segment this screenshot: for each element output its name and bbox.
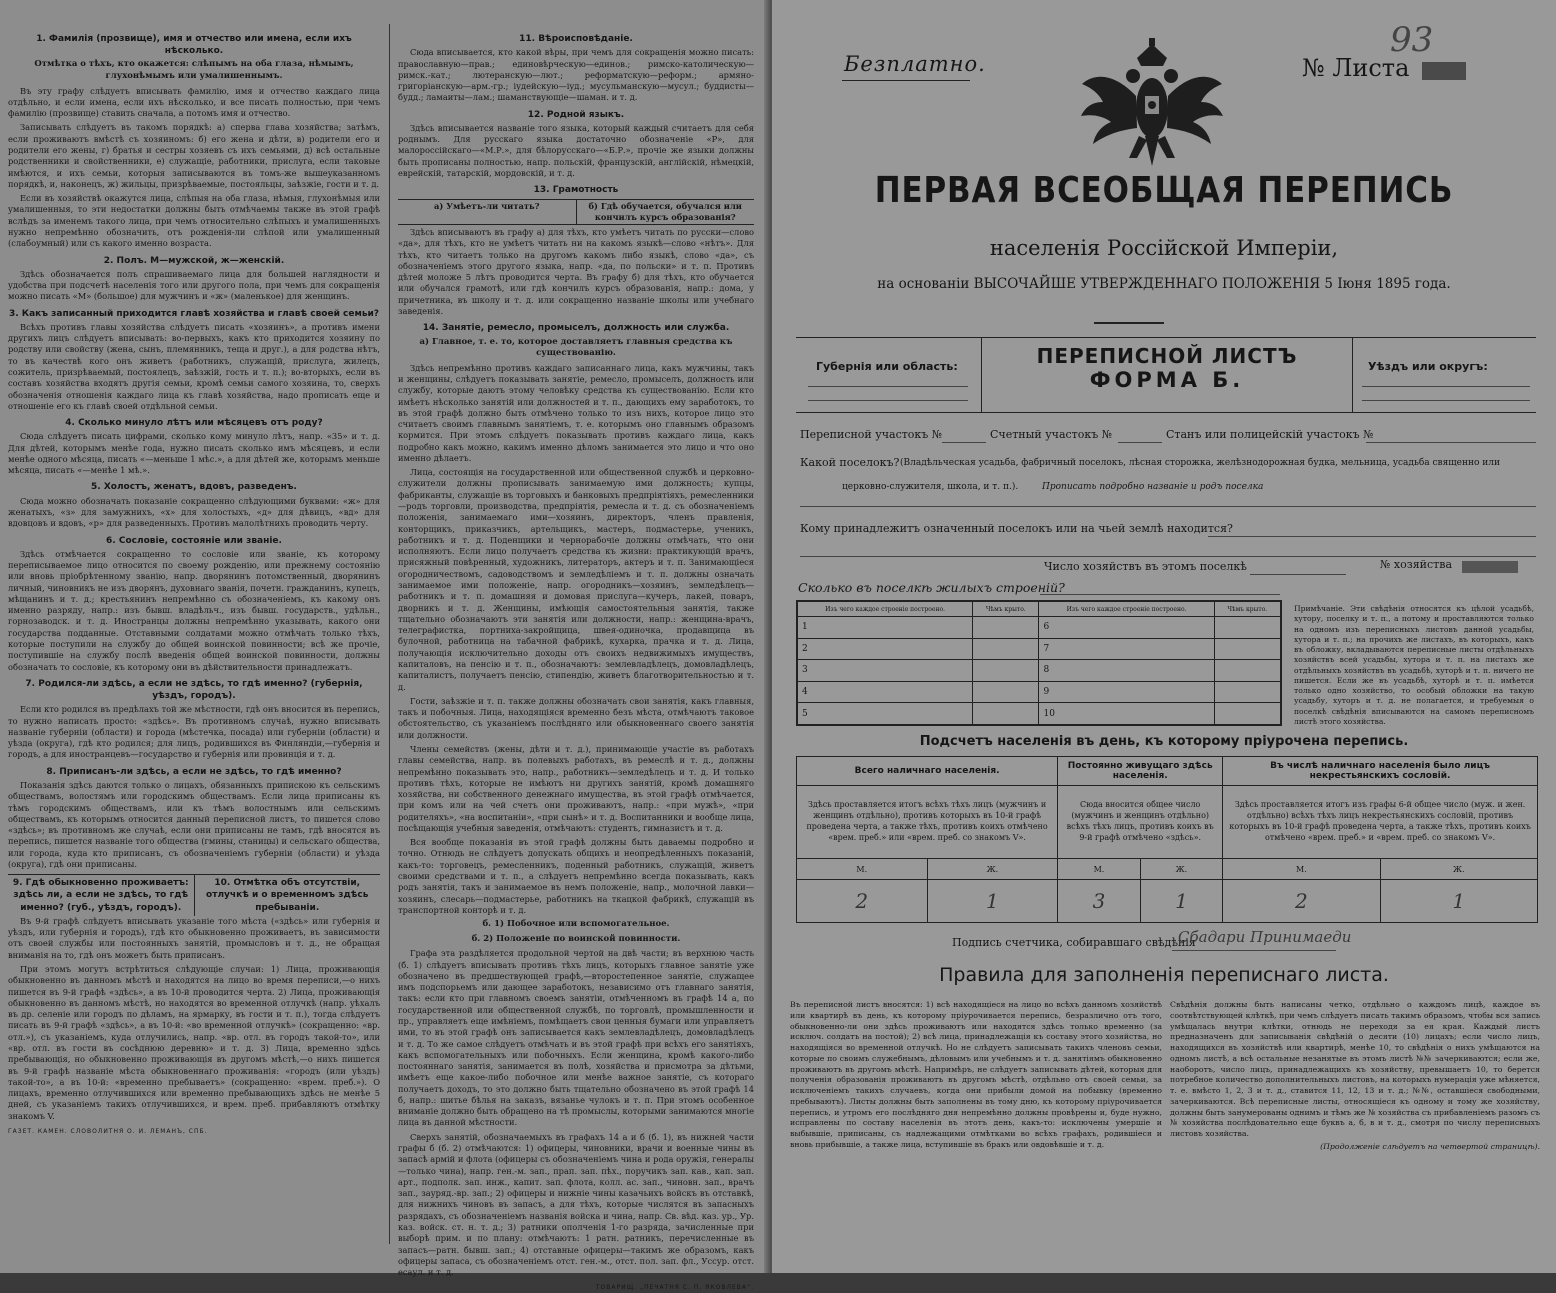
rules-column-2 [1170, 1000, 1540, 1153]
counting-section-field [1118, 442, 1162, 443]
section-heading: 14. Занятіе, ремесло, промыселъ, должность или служба. [422, 323, 730, 334]
instruction-paragraph: Графа эта раздѣляется продольной чертой на двѣ части; въ верхнюю часть (б. 1) слѣдуетъ вписывать противъ тѣхъ лицъ, которыхъ главное занятіе уже обозначено въ предшествующей графѣ,—второстепенное занятіе, служащее имъ подспорьемъ или дающее заработокъ, независимо отъ главнаго занятія, такъ: если кто при главномъ своемъ занятіи, отмѣченномъ въ графѣ 14 а, по государственной или общественной службѣ, по торговлѣ, промышленности и пр., управляетъ еще имѣніемъ, помѣщаетъ свои ценныя бумаги или управляетъ ими, то въ этой графѣ онъ записывается какъ землевладѣлецъ, домовладѣлецъ и т. д. То же самое слѣдуетъ отмѣчать и въ этой графѣ при всѣхъ его занятіяхъ, какъ вспомогательныхъ или побочныхъ. Если женщина, кромѣ какого-либо постояннаго занятія, занимается въ полѣ, хозяйства и присмотра за дѣтьми, имѣетъ еще какое-либо побочное или менѣе важное занятіе, съ котораго получаетъ доходъ, то это должно быть тщательно обозначено въ этой графѣ 14 б, напр.: шитье бѣлья на заказъ, вязанье чулокъ и т. п. При этомъ особенное вниманіе должно быть обращено на тѣ промыслы, которыми занимаются многіе лица въ данной мѣстности. [398, 948, 754, 1128]
permanent-residents-header: Постоянно живущаго здѣсь населенія. [1058, 757, 1223, 786]
population-count-title: Подсчетъ населенія въ день, къ которому пріурочена перепись. [919, 734, 1409, 749]
literacy-question-row [398, 199, 754, 226]
building-roof-cell [1214, 703, 1280, 725]
enumerator-signature: Сбадари Принимаеди [1178, 928, 1352, 946]
instruction-paragraph: Сюда можно обозначать показаніе сокращенно слѣдующими буквами: «ж» для женатыхъ, «з» для замужнихъ, «х» для холостыхъ, «д» для дѣвицъ, «вд» для вдовцовъ и вдовъ, «р» для разведенныхъ. Противъ малолѣтнихъ проводить черту. [8, 495, 380, 529]
instruction-paragraph: Сверхъ занятій, обозначаемыхъ въ графахъ 14 а и б (б. 1), въ нижней части графы б (б. 2) отмѣчаются: 1) офицеры, чиновники, врачи и военные чины въ запасѣ армій и флота (офицеры съ обозначеніемъ чина и рода оружія, генералы—только чина), напр. ген.-м. зап., прап. зап. пѣх., поручикъ зап. кав., кап. зап. арт., подполк. зап. инж., капит. зап. флота, колл. ас. зап., чиновн. зап., врачъ зап., зауряд.-вр. зап.; 2) офицеры и нижніе чины казачьихъ войскъ въ отставкѣ, для нижнихъ чиновъ въ запасъ, а для тѣхъ, которые числятся въ запасныхъ разрядахъ, съ обозначеніемъ названія войска и чина, напр. Св. вѣд. каз. ур., Ур. каз. войск. ст. н. т. д.; 3) ратники ополченія 1-го разряда, зачисленные при выборѣ прим. и по плану: отмѣчаютъ: 1 ратн. ратникъ, перечисленные въ запасъ—ратн. бывш. зап.; 4) отставные офицеры—такимъ же образомъ, какъ офицеры запаса, съ обозначеніемъ отст. ген.-м., отст. пол. зап. фл., Уссур. отст. есаул. и т. д. [398, 1131, 754, 1278]
instruction-paragraph: Записывать слѣдуетъ въ такомъ порядкѣ: а) сперва глава хозяйства; затѣмъ, если проживаютъ вмѣстѣ съ хозяиномъ: б) его жена и дѣти, в) родители его и родители его жены, г) братья и сестры хозяевъ съ ихъ семьями, д) всѣ остальные родственники и свойственники, е) служащіе, работники, прислуга, если таковые имѣются, и ихъ семьи, которыя записываются въ томъ-же вышеуказанномъ порядкѣ, и, наконецъ, ж) жильцы, призрѣваемые, постояльцы, заѣзжіе, гости и т. д. [8, 122, 380, 189]
section-heading: 6. Сословіе, состояніе или званіе. [106, 535, 282, 546]
instructions-page [0, 0, 770, 1292]
rules-continued-note: (Продолженіе слѣдуетъ на четвертой страницѣ). [1320, 1141, 1540, 1151]
household-number-stamp [1462, 561, 1518, 573]
population-count-table [796, 756, 1538, 914]
sheet-number-label: № Листа [1302, 54, 1410, 82]
census-subtitle: населенія Россійской Имперіи, [989, 236, 1339, 260]
building-row-number: 7 [1039, 638, 1214, 660]
form-name: ФОРМА Б. [1089, 368, 1245, 392]
buildings-material-header: Изъ чего каждое строеніе построено. [798, 602, 973, 617]
section-subheading: б. 1) Побочное или вспомогательное. [482, 919, 670, 930]
enumerator-signature-label: Подпись счетчика, собиравшаго свѣдѣнія [952, 936, 1196, 949]
buildings-field [1040, 594, 1280, 595]
instruction-paragraph: Показанія здѣсь даются только о лицахъ, обязанныхъ припискою къ сельскимъ обществамъ, волостямъ или городскимъ обществамъ. Если лица приписаны къ тѣмъ городскимъ обществамъ, или къ тѣмъ волостнымъ или сельскимъ обществамъ, къ которымъ относится данный переписной листъ, то пишется слово «здѣсь»; въ противномъ же случаѣ, если они приписаны не тамъ, гдѣ вносятся въ перепись, пишется названіе того общества (гмины, станицы) и сельскаго общества, или города, куда кто приписанъ, съ обозначеніемъ губерніи (области) и уѣзда (округа), гдѣ они приписаны. [8, 779, 380, 869]
male-label: М. [1223, 859, 1380, 880]
double-headed-eagle-icon [1077, 36, 1227, 171]
instruction-paragraph: Вся вообще показанія въ этой графѣ должны быть даваемы подробно и точно. Отнюдь не слѣдуетъ допускать общихъ и неопредѣленныхъ показаній, какъ-то: торговецъ, ремесленникъ, поденный работникъ, служащій, живетъ своими средствами и т. п., а слѣдуетъ непремѣнно всегда показывать, какъ родъ занятія, такъ и занимаемое въ немъ положеніе, напр., молочной лавки—хозяинъ, слесарь—подмастерье, работникъ на ткацкой фабрикѣ, служащій въ транспортной конторѣ и т. д. [398, 837, 754, 915]
female-label: Ж. [927, 859, 1058, 880]
province-field-line [808, 386, 968, 387]
instruction-paragraph: Здѣсь обозначается полъ спрашиваемаго лица для большей наглядности и удобства при подсчетѣ населенія того или другого пола, при чемъ для сокращенія можно писать «М» (большое) для мужчинъ и «ж» (маленькое) для женщинъ. [8, 268, 380, 302]
province-label: Губернія или область: [816, 360, 958, 373]
instruction-paragraph: Если въ хозяйствѣ окажутся лица, слѣпыя на оба глаза, нѣмыя, глухонѣмыя или умалишенныя, то эти недостатки должны быть отмѣчаемы также въ этой графѣ вслѣдъ за именемъ такого лица, при чемъ относительно слѣпыхъ и умалишенныхъ нужно непремѣнно обозначить, отъ рожденія-ли слѣпой или умалишенный (слабоумный) или съ какого именно возраста. [8, 193, 380, 249]
district-field-line-2 [1362, 400, 1530, 401]
census-form-page [772, 0, 1556, 1273]
female-label: Ж. [1380, 859, 1537, 880]
households-label: Число хозяйствъ въ этомъ поселкѣ [1044, 560, 1247, 573]
question-cell: 9. Гдѣ обыкновенно проживаетъ: здѣсь ли, а если не здѣсь, то гдѣ именно? (губ., уѣздъ, городъ). [12, 878, 189, 913]
section-heading: 1. Фамилія (прозвище), имя и отчество или имена, если ихъ нѣсколько. [36, 34, 352, 57]
settlement-label: Какой поселокъ? [800, 456, 900, 469]
male-label: М. [1058, 859, 1140, 880]
non-peasant-male-value: 2 [1223, 880, 1380, 923]
section-heading: 3. Какъ записанный приходится главѣ хозяйства и главѣ своей семьи? [8, 308, 380, 319]
building-roof-cell [973, 617, 1039, 639]
instruction-paragraph: Если кто родился въ предѣлахъ той же мѣстности, гдѣ онъ вносится въ перепись, то нужно написать просто: «здѣсь». Въ противномъ случаѣ, нужно вписывать названіе губерніи (области) и города (мѣстечка, посада) или губерніи (области) и уѣзда (округа), гдѣ кто родился; для лицъ, родившихся въ Финляндіи,—губернія и городъ, а для иностранцевъ—государство и губернія или провинція и т. д. [8, 704, 380, 760]
instruction-paragraph: Гости, заѣзжіе и т. п. также должны обозначать свои занятія, какъ главныя, такъ и побочныя. Лица, находящіяся временно безъ мѣста, отмѣчаютъ таковое обстоятельство, съ указаніемъ послѣдняго или обыкновеннаго своего занятія или должности. [398, 695, 754, 740]
printer-imprint: ГАЗЕТ. КАМЕН. СЛОВОЛИТНЯ О. И. ЛЕМАНЪ, СПБ. [8, 1127, 208, 1135]
buildings-note: Примѣчаніе. Эти свѣдѣнія относятся къ цѣлой усадьбѣ, хутору, поселку и т. п., а потому и проставляются только на одномъ изъ переписныхъ листовъ данной усадьбы, хутора и т. п.; на прочихъ же листахъ, въ которыхъ, какъ въ обложку, вкладываются переписные листы отдѣльныхъ хозяйствъ всей усадьбы, хутора и т. п. на листахъ же отдѣльныхъ хозяйствъ въ усадьбѣ, хуторѣ и т. п. ничего не пишется. Если же въ усадьбѣ, хуторѣ и т. п. имѣется только одно хозяйство, то особый обложки на такую усадьбу, хуторъ и т. д. не полагается, и требуемыя о поселкѣ свѣдѣнія вписываются на самомъ переписномъ листѣ этого хозяйства. [1294, 604, 1534, 726]
section-heading: 12. Родной языкъ. [527, 109, 625, 120]
households-field [1250, 574, 1346, 575]
permanent-residents-description: Сюда вносится общее число (мужчинъ и женщинъ отдѣльно) всѣхъ тѣхъ лицъ, противъ коихъ въ 9-й графѣ отмѣчено «здѣсь». [1058, 786, 1223, 859]
owner-field-line-2 [800, 556, 1536, 557]
printer-imprint: ТОВАРИЩ. „ПЕЧАТНЯ С. П. ЯКОВЛЕВА“. [595, 1284, 754, 1292]
settlement-hint: (Владѣльческая усадьба, фабричный поселокъ, лѣсная сторожка, желѣзнодорожная будка, мельница, усадьба священно или [900, 458, 1500, 468]
rules-title: Правила для заполненія переписнаго листа. [939, 964, 1389, 986]
census-section-label: Переписной участокъ № [800, 428, 943, 441]
residence-question-row [8, 874, 380, 916]
rules-column-1 [790, 1000, 1162, 1151]
section-subheading: Отмѣтка о тѣхъ, кто окажется: слѣпымъ на оба глаза, нѣмымъ, глухонѣмымъ или умалишеннымъ. [34, 59, 354, 82]
building-row-number: 1 [798, 617, 973, 639]
question-cell: 10. Отмѣтка объ отсутствіи, отлучкѣ и о временномъ здѣсь пребываніи. [194, 875, 381, 916]
non-peasant-header: Въ числѣ наличнаго населенія было лицъ некрестьянскихъ сословій. [1223, 757, 1538, 786]
building-roof-cell [1214, 638, 1280, 660]
police-station-field [1366, 442, 1536, 443]
province-field-line-2 [808, 400, 968, 401]
census-main-title: ПЕРВАЯ ВСЕОБЩАЯ ПЕРЕПИСЬ [874, 170, 1454, 211]
settlement-hint-italic: Прописать подробно названіе и родъ поселка [1042, 482, 1264, 492]
census-legal-basis: на основаніи ВЫСОЧАЙШЕ УТВЕРЖДЕННАГО ПОЛОЖЕНІЯ 5 Іюня 1895 года. [877, 276, 1451, 292]
non-peasant-female-value: 1 [1380, 880, 1537, 923]
section-subheading: б. 2) Положеніе по воинской повинности. [471, 933, 681, 944]
building-row-number: 8 [1039, 660, 1214, 682]
section-heading: 4. Сколько минуло лѣтъ или мѣсяцевъ отъ роду? [65, 418, 323, 429]
section-heading: 5. Холостъ, женатъ, вдовъ, разведенъ. [91, 482, 297, 493]
handwritten-sheet-number: 93 [1390, 20, 1434, 60]
instruction-paragraph: Здѣсь отмѣчается сокращенно то сословіе или званіе, къ которому переписываемое лицо относится по своему рожденію, или прежнему состоянію или вновь пріобрѣтенному званію, напр. дворянинъ потомственный, дворянинъ личный, чиновникъ не изъ дворянъ, духовнаго званія, почетн. гражданинъ, купецъ, мѣщанинъ и т. д.; крестьянинъ непремѣнно съ обозначеніемъ, къ какому онъ именно разряду, напр.: изъ бывш. владѣльч., изъ бывш. государств., удѣльн., горнозаводск. и т. д. Иностранцы должны непремѣнно указывать, какого они государства подданные. Отставными солдатами можно отмѣчать только тѣхъ, которые поступили на службу до общей воинской повинности; всѣ же прочіе, поступившіе на службу послѣ введенія общей воинской повинности, должны обозначать то сословіе, къ которому они въ дѣйствительности принадлежатъ. [8, 548, 380, 672]
free-of-charge-label: Безплатно. [844, 52, 986, 76]
rules-text-2: Свѣдѣнія должны быть написаны четко, отдѣльно о каждомъ лицѣ, каждое въ соотвѣтствующей клѣткѣ, при чемъ слѣдуетъ писать такимъ образомъ, чтобы вся запись умѣщалась внутри клѣтки, отнюдь не переходя за ея края. Каждый листъ предназначенъ для записыванія свѣдѣній о десяти (10) лицахъ; если число лицъ, находящихся въ хозяйствѣ или квартирѣ, менѣе 10, то свѣдѣнія о нихъ умѣщаются на одномъ листѣ, а всѣ остальные незанятые въ этомъ листѣ №№ зачеркиваются; если же, наоборотъ, число лицъ, принадлежащихъ къ хозяйству, превышаетъ 10, то берется потребное количество дополнительныхъ листовъ, на которыхъ нумерація уже мѣняется, т. е. вмѣсто 1, 2, 3 и т. д., ставится 11, 12, 13 и т. д.; №№, оставшіеся свободными, зачеркиваются. Всѣ переписные листы, относящіеся къ одному и тому же хозяйству, должны быть занумерованы однимъ и тѣмъ же № хозяйства съ прибавленіемъ разомъ съ № хозяйства послѣдовательно еще буквъ а, б, в и т. д., смотря по числу переписныхъ листовъ хозяйства. [1170, 1000, 1540, 1138]
household-number-label: № хозяйства [1380, 558, 1452, 571]
section-heading: 7. Родился-ли здѣсь, а если не здѣсь, то гдѣ именно? (губернія, уѣздъ, городъ). [25, 678, 363, 702]
building-roof-cell [973, 681, 1039, 703]
buildings-material-header-2: Изъ чего каждое строеніе построено. [1039, 602, 1214, 617]
owner-label: Кому принадлежитъ означенный поселокъ или на чьей землѣ находится? [800, 522, 1233, 535]
total-present-description: Здѣсь проставляется итогъ всѣхъ тѣхъ лицъ (мужчинъ и женщинъ отдѣльно), противъ которыхъ въ 10-й графѣ проведена черта, а также тѣхъ, противъ коихъ отмѣчено «врем. преб.» или «врем. преб. со знакомъ V». [797, 786, 1058, 859]
building-row-number: 6 [1039, 617, 1214, 639]
instruction-paragraph: Здѣсь вписываютъ въ графу а) для тѣхъ, кто умѣетъ читать по русски—слово «да», для тѣхъ, кто не умѣетъ читать ни на какомъ языкѣ—слово «нѣтъ». Для тѣхъ, кто читаетъ только на другомъ какомъ либо языкѣ, слово «да», съ обозначеніемъ этого другого языка, напр. «да, по польски» и т. п. Противъ дѣтей моложе 5 лѣтъ проводится черта. Въ графу б) для тѣхъ, кто обучается или обучался грамотѣ, или гдѣ кончилъ курсъ образованія, напр.: дома, у причетника, въ школу и т. д. или сокращенно названіе школы или учебнаго заведенія. [398, 227, 754, 317]
section-heading: 11. Вѣроисповѣданіе. [519, 34, 633, 44]
building-row-number: 2 [798, 638, 973, 660]
instruction-paragraph: Сюда слѣдуетъ писать цифрами, сколько кому минуло лѣтъ, напр. «35» и т. д. Для дѣтей, которымъ менѣе года, нужно писать сколько имъ мѣсяцевъ, и если менѣе одного мѣсяца, писать «—меньше 1 мѣс.», а для дѣтей же, которымъ меньше мѣсяца, писать «—менѣе 1 мѣ.». [8, 431, 380, 476]
rules-text-1: Въ переписной листъ вносятся: 1) всѣ находящіеся на лицо во всѣхъ данномъ хозяйствѣ или квартирѣ въ день, къ которому пріурочивается перепись, безразлично отъ того, обыкновенно-ли они здѣсь проживаютъ или находятся здѣсь только временно (за исключ. солдатъ на постой); 2) всѣ лица, принадлежащія къ составу этого хозяйства, но находящіяся во временной отлучкѣ. Но не слѣдуетъ записывать такихъ членовъ семьи, которые по своимъ служебнымъ, дѣловымъ или учебнымъ и т. д. занятіямъ обыкновенно проживаютъ въ другомъ мѣстѣ. Напримѣръ, не слѣдуетъ записывать дѣтей, которыя для полученія образованія проживаютъ въ другомъ мѣстѣ, отдѣльно отъ своей семьи, за исключеніемъ такихъ случаевъ, когда они прибыли домой на побывку (временно пребываютъ). Листы должны быть заполнены въ тому дню, къ которому пріурочивается перепись, и утромъ его послѣдняго дня непремѣнно должны провѣрены и, буде нужно, исправлены по составу населенія въ этотъ день, какъ-то: исключены умершіе и выбывшіе, приписаны, съ надлежащими отмѣтками во всѣхъ графахъ, родившіеся и вновь прибывшіе, а также лица, вступившіе въ бракъ или овдовѣвшіе и т. д. [790, 1000, 1162, 1149]
free-label-underline [842, 80, 970, 81]
building-roof-cell [973, 660, 1039, 682]
police-station-label: Станъ или полицейскій участокъ № [1166, 428, 1374, 441]
form-title-block [981, 338, 1353, 412]
instructions-column-1 [8, 28, 380, 1240]
signature-line [1172, 950, 1336, 951]
instruction-paragraph: Въ эту графу слѣдуетъ вписывать фамилію, имя и отчество каждаго лица отдѣльно, и если имена, если ихъ нѣсколько, и все писать полностью, при чемъ фамилію (прозвище) ставить сначала, а потомъ имя и отчество. [8, 85, 380, 119]
counting-section-label: Счетный участокъ № [990, 428, 1113, 441]
title-rule [1094, 322, 1164, 324]
permanent-male-value: 3 [1058, 880, 1140, 923]
building-row-number: 3 [798, 660, 973, 682]
total-present-header: Всего наличнаго населенія. [797, 757, 1058, 786]
settlement-hint-2: церковно-служителя, школа, и т. п.). [842, 482, 1019, 492]
district-label: Уѣздъ или округъ: [1368, 360, 1488, 373]
instruction-paragraph: Лица, состоящія на государственной или общественной службѣ и церковно-служители должны прописывать занимаемую ими должность; купцы, фабриканты, служащіе въ торговыхъ и банковыхъ предпріятіяхъ, ремесленники—родъ торговли, производства, предпріятія, ремесла и т. д. съ обозначеніемъ положенія, занимаемаго ими—хозяинъ, директоръ, членъ правленія, конторщикъ, приказчикъ, артельщикъ, мастеръ, подмастерье, ученикъ, работникъ и т. д. Поденщики и чернорабочіе должны отмѣчать, что они исполняютъ. Если лицо получаетъ средства къ жизни: практикующій врачъ, присяжный повѣренный, художникъ, литераторъ, актеръ и т. п. Занимающіеся огородничествомъ, садоводствомъ и земледѣліемъ и т. п. должны означать занимаемое ими положеніе, напр. огородникъ—хозяинъ, земледѣлецъ—работникъ и т. п. домашняя и домовая прислуга—кучеръ, лакей, поваръ, дворникъ и т. д. Женщины, имѣющія самостоятельныя занятія, также тщательно обозначаютъ эти занятія или должности, напр.: женщина-врачъ, телеграфистка, портниха-закройщица, швея-одиночка, продавщица въ булочной, работница на табачной фабрикѣ, кухарка, прачка и т. д. Лица, получающія исключительно доходы отъ своихъ недвижимыхъ имуществъ, капиталовъ, на пенсію и т. п., обозначаютъ: землевладѣлецъ, домовладѣлецъ, капиталистъ, получаетъ пенсію, стипендію, живетъ благотворительностью и т. д. [398, 467, 754, 692]
male-label: М. [797, 859, 928, 880]
building-row-number: 4 [798, 681, 973, 703]
total-present-female-value: 1 [927, 880, 1058, 923]
building-roof-cell [1214, 617, 1280, 639]
instruction-paragraph: Сюда вписывается, кто какой вѣры, при чемъ для сокращенія можно писать: православную—прав.; единовѣрческую—единов.; римско-католическую—римск.-кат.; лютеранскую—лют.; реформатскую—реформ.; армяно-григоріанскую—арм.-гр.; іудейскую—іуд.; мусульманскую—мусул.; буддисты—будд.; ламаиты—лам.; шаманствующіе—шаман. и т. д. [398, 47, 754, 103]
total-present-male-value: 2 [797, 880, 928, 923]
buildings-table [796, 600, 1282, 726]
instruction-paragraph: Члены семействъ (жены, дѣти и т. д.), принимающіе участіе въ работахъ главы семейства, напр. въ полевыхъ работахъ, въ ремеслѣ и т. д., должны непремѣнно показывать это, напр., работникъ—земледѣлецъ и т. д. И только противъ тѣхъ, которые не имѣютъ ни другихъ занятій, кромѣ домашняго хозяйства, ни собственного денежнаго имущества, въ этой графѣ отмѣчается, при комъ или на чей счетъ они проживаютъ, напр.: «при мужѣ», «при родителяхъ», «на воспитаніи», «при сынѣ» и т. д. Воспитанники и вообще лица, посѣщающія учебныя заведенія, отмѣчаютъ: студентъ, гимназистъ и т. д. [398, 743, 754, 833]
building-roof-cell [973, 703, 1039, 725]
sheet-number-stamp [1422, 62, 1466, 80]
buildings-label: Сколько въ поселкѣ жилыхъ строеній? [798, 580, 1065, 595]
instruction-paragraph: Здѣсь непремѣнно противъ каждаго записаннаго лица, какъ мужчины, такъ и женщины, слѣдуетъ показывать занятіе, ремесло, промыселъ, должность или службу, которые даютъ этому человѣку средства къ существованію. Если кто имѣетъ нѣсколько занятій или должностей и т. п., дающихъ ему заработокъ, то въ этой графѣ должно быть отмѣчено только то изъ нихъ, которое лицо это считаетъ своимъ главнымъ занятіемъ, т. е. которымъ оно главнымъ образомъ кормится. При этомъ слѣдуетъ показывать противъ каждаго лица, какъ подробно какъ можно, какимъ именно дѣломъ занимается это лицо и что оно именно дѣлаетъ. [398, 362, 754, 463]
female-label: Ж. [1140, 859, 1222, 880]
settlement-field-line [800, 506, 1536, 507]
instructions-column-2 [398, 28, 754, 1292]
instruction-paragraph: При этомъ могутъ встрѣтиться слѣдующіе случаи: 1) Лица, проживающія обыкновенно въ данномъ мѣстѣ и находятся на лицо во время переписи,—о нихъ пишется въ 9-й графѣ «здѣсь», а въ 10-й проводится черта. 2) Лица, проживающія обыкновенно въ данномъ мѣстѣ, но находятся во временной отлучкѣ (напр. уѣхалъ въ др. селеніе или городъ по дѣламъ, на ярмарку, въ гости и т. п.), тогда слѣдуетъ писать въ 9-й графѣ «здѣсь», а въ 10-й: «во временной отлучкѣ» (сокращенно: «вр. отл.»), съ указаніемъ, куда отлучились, напр. «вр. отл. въ городъ такой-то», или «вр. отл. въ гости въ сосѣднюю деревню» и т. д. 3) Лица, временно здѣсь пребывающія, но обыкновенно проживающія въ другомъ мѣстѣ,—о нихъ пишется въ 9-й графѣ названіе мѣста обыкновеннаго проживанія: «городъ (или уѣздъ) такой-то», а въ 10-й: «временно пребываетъ» (сокращенно: «врем. преб.»). О лицахъ, временно отлучившихся или временно пребывающихъ здѣсь не менѣе 5 дней, съ указаніемъ такихъ отлучившихся, и врем. преб. прибавляютъ отмѣтку знакомъ V. [8, 964, 380, 1121]
building-roof-cell [1214, 660, 1280, 682]
building-row-number: 5 [798, 703, 973, 725]
instruction-paragraph: Въ 9-й графѣ слѣдуетъ вписывать указаніе того мѣста («здѣсь» или губернія и уѣздъ, или губернія и городъ), гдѣ кто обыкновенно проживаетъ, въ зависимости отъ своей службы или постоянныхъ занятій, промысловъ и т. д., не обращая вниманія на то, гдѣ онъ можетъ быть приписанъ. [8, 915, 380, 960]
question-cell: б) Гдѣ обучается, обучался или кончилъ курсъ образованія? [576, 200, 755, 225]
instruction-paragraph: Всѣхъ противъ главы хозяйства слѣдуетъ писать «хозяинъ», а противъ имени другихъ лицъ слѣдуетъ вписывать: во-первыхъ, какъ кто приходится хозяину по родству или свойству (жена, сынъ, племянникъ, теща и друг.), а для родства нѣтъ, то въ качествѣ кого онъ живетъ (работникъ, служащій, прислуга, жилецъ, сожитель, призрѣваемый, постоялецъ, заѣзжій, гость и т. п.); во-вторыхъ, если въ составъ хозяйства входятъ другія семьи, кромѣ семьи самого хозяина, то, сверхъ обозначенія отношенія каждаго лица къ главѣ хозяйства, надо прописать еще и отношеніе его къ главѣ своей отдѣльной семьи. [8, 321, 380, 411]
building-roof-cell [1214, 681, 1280, 703]
buildings-roof-header-2: Чѣмъ крыто. [1214, 602, 1280, 617]
buildings-roof-header: Чѣмъ крыто. [973, 602, 1039, 617]
form-title: ПЕРЕПИСНОЙ ЛИСТЪ [1036, 344, 1298, 368]
permanent-female-value: 1 [1140, 880, 1222, 923]
question-cell: а) Умѣетъ-ли читать? [434, 200, 540, 211]
census-section-field [942, 442, 986, 443]
building-row-number: 10 [1039, 703, 1214, 725]
building-roof-cell [973, 638, 1039, 660]
instruction-paragraph: Здѣсь вписывается названіе того языка, который каждый считаетъ для себя роднымъ. Для русскаго языка достаточно обозначеніе «Р», для малороссійскаго—«М.Р.», для бѣлорусскаго—«Б.Р.», прочіе же языки должны быть прописаны полностью, напр. польскій, французскій, англійскій, нѣмецкій, еврейскій, татарскій, мордовскій, и т. д. [398, 122, 754, 178]
section-heading: 13. Грамотность [533, 185, 619, 196]
building-row-number: 9 [1039, 681, 1214, 703]
column-divider [389, 24, 390, 1244]
district-field-line [1362, 386, 1530, 387]
non-peasant-description: Здѣсь проставляется итогъ изъ графы 6-й общее число (муж. и жен. отдѣльно) всѣхъ тѣхъ лицъ некрестьянскихъ сословій, противъ которыхъ въ 10-й графѣ проведена черта, а также тѣхъ, противъ коихъ отмѣчено «врем. преб.» и «врем. преб. со знакомъ V». [1223, 786, 1538, 859]
section-heading: 2. Полъ. М—мужской, ж—женскій. [103, 255, 285, 266]
owner-field-line [1208, 536, 1536, 537]
section-subheading: а) Главное, т. е. то, которое доставляетъ главныя средства къ существованію. [419, 336, 733, 359]
form-header-box [796, 337, 1536, 413]
section-heading: 8. Приписанъ-ли здѣсь, а если не здѣсь, то гдѣ именно? [46, 766, 342, 777]
